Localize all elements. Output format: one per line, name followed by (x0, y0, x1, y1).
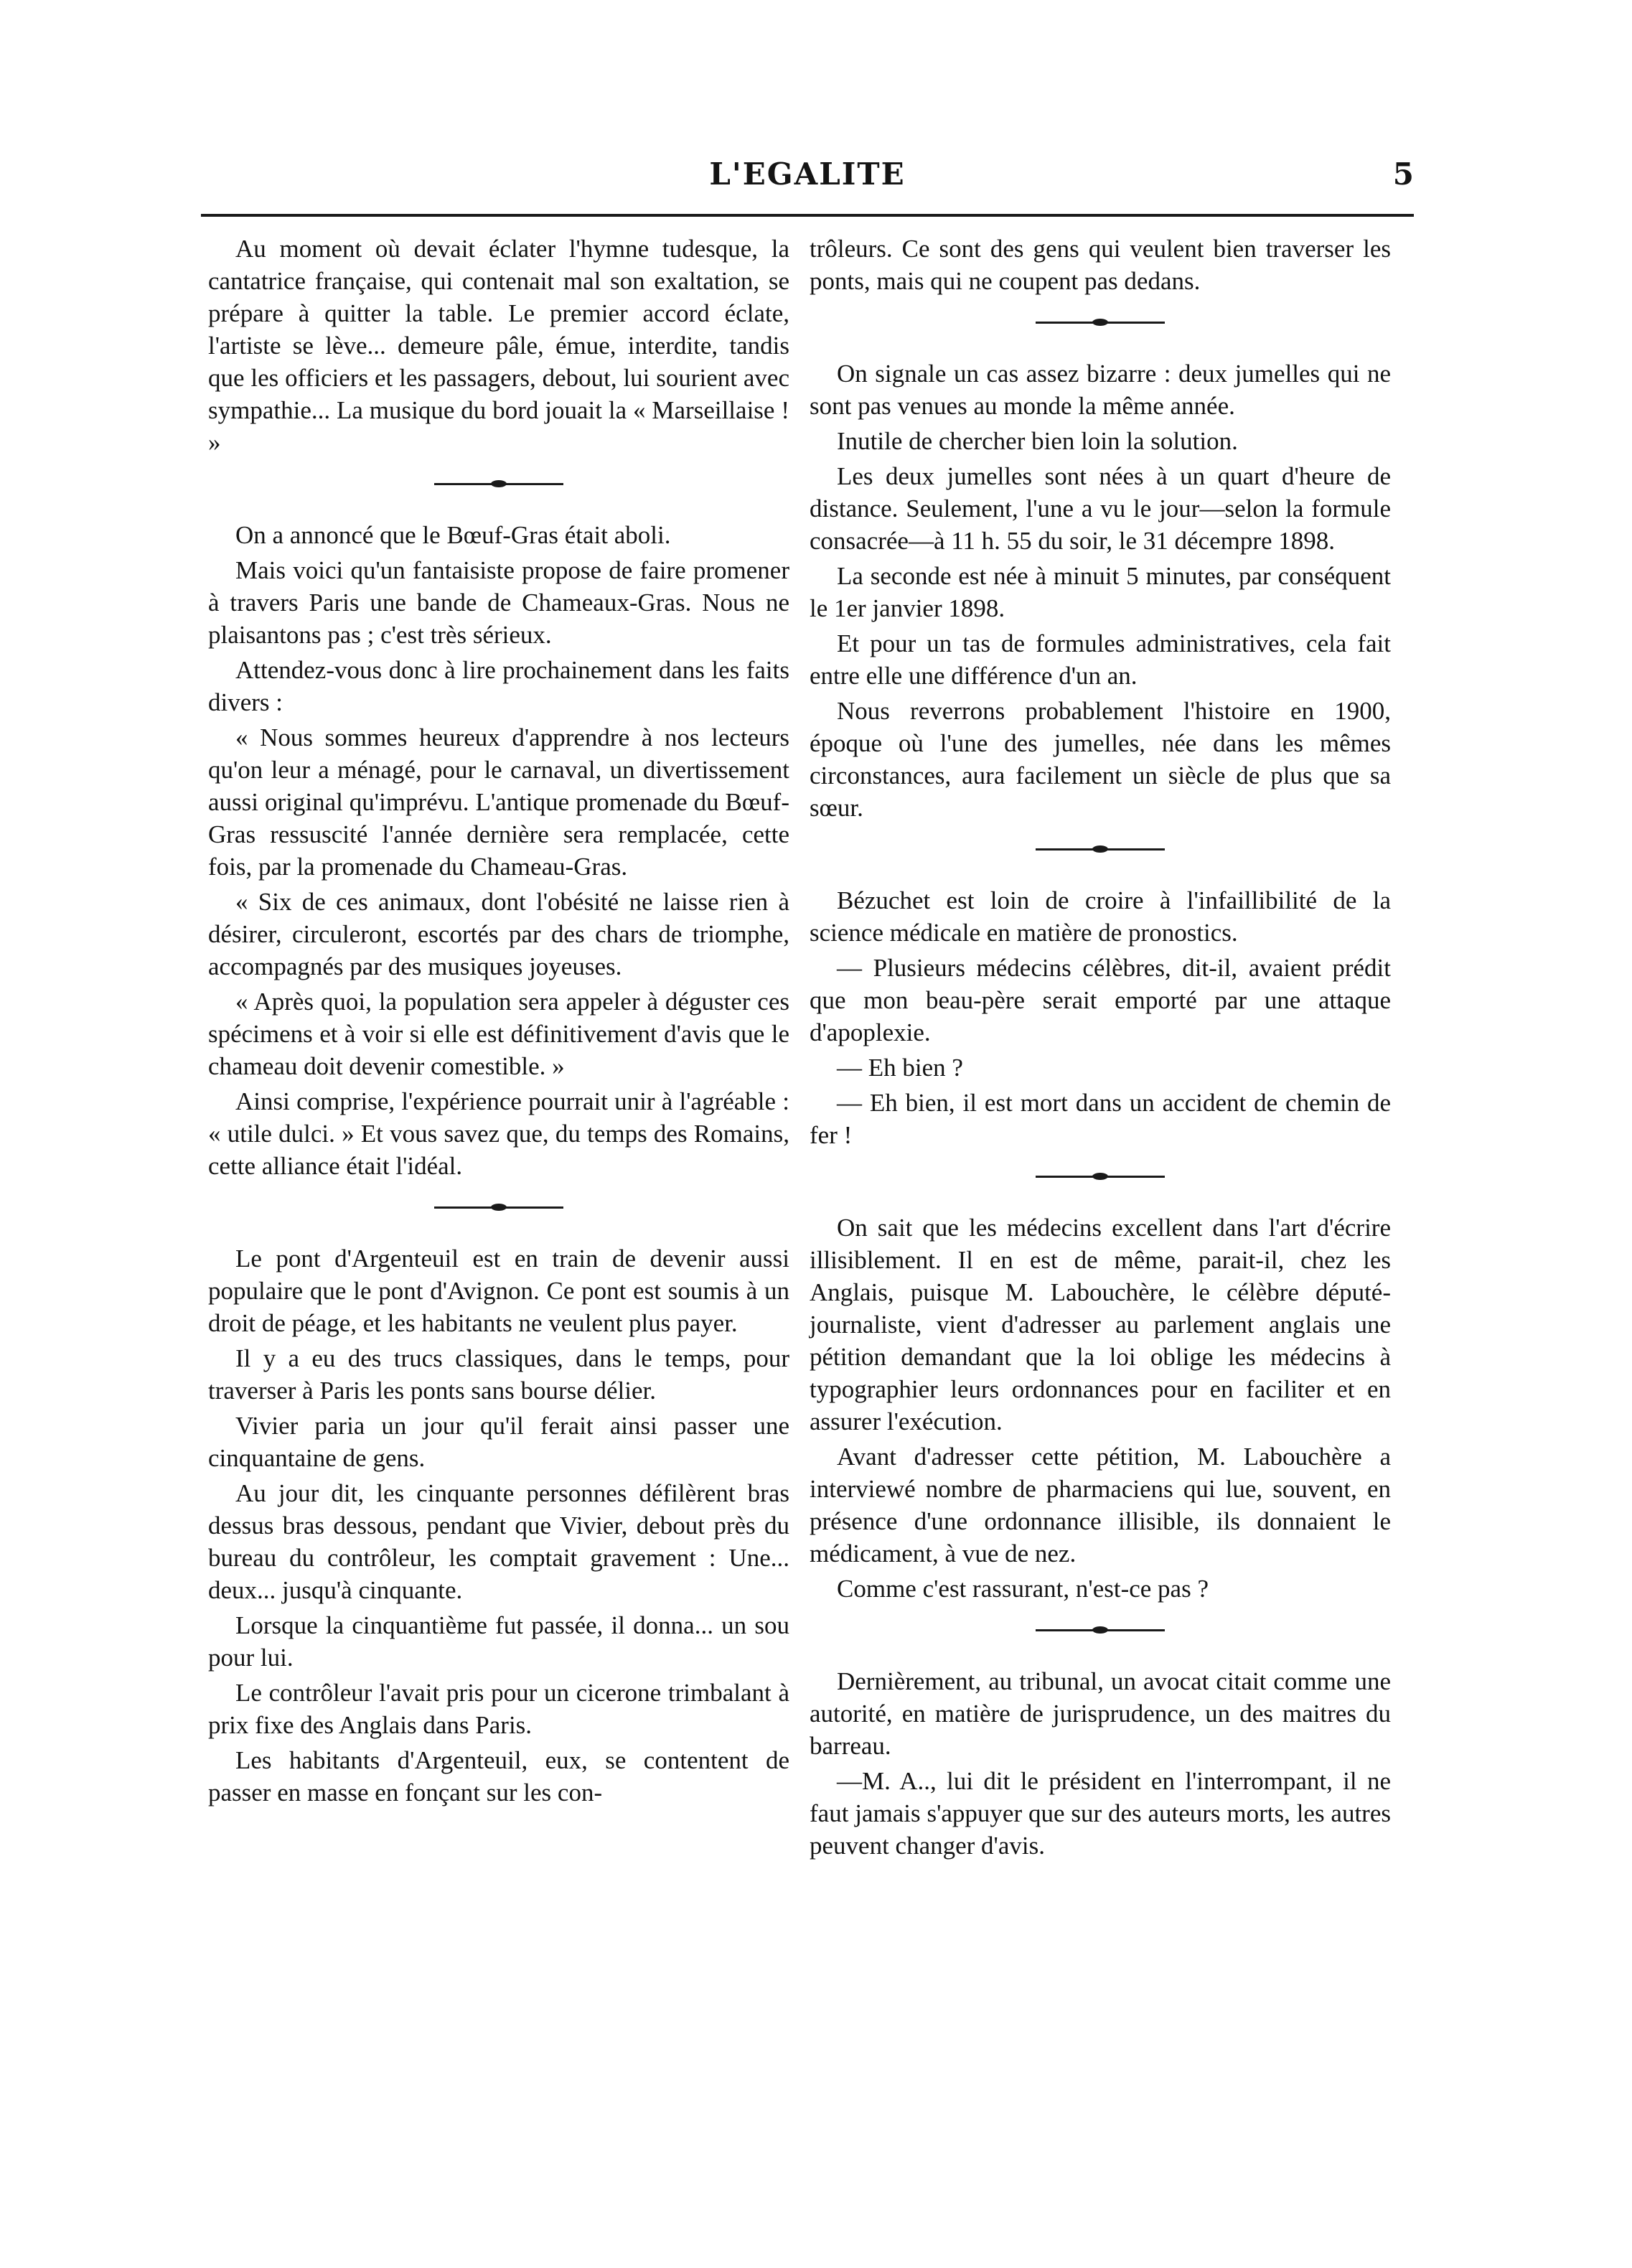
article-medecins-anglais (810, 1212, 1391, 1605)
article-boeuf-gras (208, 519, 789, 1182)
paragraph: Ainsi comprise, l'expérience pourrait unir à l'agréable : « utile dulci. » Et vous savez que, du temps des Romains, cette alliance était l'idéal. (208, 1087, 789, 1180)
paragraph: On sait que les médecins excellent dans l'art d'écrire illisiblement. Il en est de même, parait-il, chez les Anglais, puisque M. Labouchère, le célèbre député-journaliste, vient d'adresser au parlement anglais une pétition demandant que la loi oblige les médecins à typographier leurs ordonnances pour en faciliter et en assurer l'exécution. (810, 1214, 1391, 1435)
article-separator (810, 1161, 1391, 1193)
paragraph: On signale un cas assez bizarre : deux jumelles qui ne sont pas venues au monde la même année. (810, 360, 1391, 420)
article-marseillaise (208, 233, 789, 459)
article-separator (208, 1192, 789, 1224)
article-continuation (810, 233, 1391, 297)
paragraph: Lorsque la cinquantième fut passée, il donna... un sou pour lui. (208, 1611, 789, 1672)
article-separator (810, 834, 1391, 866)
article-pont-argenteuil (208, 1242, 789, 1809)
newspaper-title: L'EGALITE (709, 156, 906, 192)
paragraph: « Six de ces animaux, dont l'obésité ne laisse rien à désirer, circuleront, escortés par des chars de triomphe, accompagnés par des musiques joyeuses. (208, 888, 789, 980)
paragraph: Les habitants d'Argenteuil, eux, se contentent de passer en masse en fonçant sur les con- (208, 1746, 789, 1807)
paragraph: — Eh bien ? (837, 1054, 963, 1082)
paragraph: Au jour dit, les cinquante personnes défilèrent bras dessus bras dessous, pendant que Vivier, debout près du bureau du contrôleur, les comptait gravement : Une... deux... jusqu'à cinquante. (208, 1479, 789, 1604)
paragraph: Le pont d'Argenteuil est en train de devenir aussi populaire que le pont d'Avignon. Ce pont est soumis à un droit de péage, et les habitants ne veulent plus payer. (208, 1245, 789, 1337)
article-bezuchet (810, 884, 1391, 1151)
paragraph: trôleurs. Ce sont des gens qui veulent bien traverser les ponts, mais qui ne coupent pas dedans. (810, 235, 1391, 295)
paragraph: Attendez-vous donc à lire prochainement dans les faits divers : (208, 656, 789, 716)
page-number: 5 (1392, 156, 1414, 192)
right-column (810, 233, 1391, 1865)
article-separator (208, 469, 789, 500)
header-rule (201, 214, 1414, 217)
paragraph: Bézuchet est loin de croire à l'infaillibilité de la science médicale en matière de pronostics. (810, 886, 1391, 947)
article-separator (810, 307, 1391, 339)
paragraph: Au moment où devait éclater l'hymne tudesque, la cantatrice française, qui contenait mal son exaltation, se prépare à quitter la table. Le premier accord éclate, l'artiste se lève... demeure pâle, émue, interdite, tandis que les officiers et les passagers, debout, lui sourient avec sympathie... La musique du bord jouait la « Marseillaise ! » (208, 235, 789, 456)
paragraph: Inutile de chercher bien loin la solution. (837, 427, 1238, 455)
paragraph: La seconde est née à minuit 5 minutes, par conséquent le 1er janvier 1898. (810, 562, 1391, 622)
paragraph: Comme c'est rassurant, n'est-ce pas ? (837, 1575, 1209, 1603)
paragraph: Les deux jumelles sont nées à un quart d'heure de distance. Seulement, l'une a vu le jour—selon la formule consacrée—à 11 h. 55 du soir, le 31 décempre 1898. (810, 462, 1391, 555)
paragraph: —M. A.., lui dit le président en l'interrompant, il ne faut jamais s'appuyer que sur des auteurs morts, les autres peuvent changer d'avis. (810, 1767, 1391, 1860)
left-column (208, 233, 789, 1812)
paragraph: Vivier paria un jour qu'il ferait ainsi passer une cinquantaine de gens. (208, 1412, 789, 1472)
paragraph: On a annoncé que le Bœuf-Gras était aboli. (235, 521, 671, 549)
article-jumelles (810, 357, 1391, 824)
page-header (201, 156, 1414, 200)
paragraph: Il y a eu des trucs classiques, dans le temps, pour traverser à Paris les ponts sans bourse délier. (208, 1344, 789, 1405)
paragraph: Et pour un tas de formules administratives, cela fait entre elle une différence d'un an. (810, 629, 1391, 690)
paragraph: « Nous sommes heureux d'apprendre à nos lecteurs qu'on leur a ménagé, pour le carnaval, un divertissement aussi original qu'imprévu. L'antique promenade du Bœuf-Gras ressuscité l'année dernière sera remplacée, cette fois, par la promenade du Chameau-Gras. (208, 723, 789, 881)
paragraph: — Eh bien, il est mort dans un accident de chemin de fer ! (810, 1089, 1391, 1149)
paragraph: Nous reverrons probablement l'histoire en 1900, époque où l'une des jumelles, née dans les mêmes circonstances, aura facilement un siècle de plus que sa sœur. (810, 697, 1391, 822)
paragraph: — Plusieurs médecins célèbres, dit-il, avaient prédit que mon beau-père serait emporté par une attaque d'apoplexie. (810, 954, 1391, 1046)
article-separator (810, 1615, 1391, 1646)
paragraph: Mais voici qu'un fantaisiste propose de faire promener à travers Paris une bande de Chameaux-Gras. Nous ne plaisantons pas ; c'est très sérieux. (208, 556, 789, 649)
paragraph: « Après quoi, la population sera appeler à déguster ces spécimens et à voir si elle est définitivement d'avis que le chameau doit devenir comestible. » (208, 988, 789, 1080)
paragraph: Le contrôleur l'avait pris pour un cicerone trimbalant à prix fixe des Anglais dans Paris. (208, 1679, 789, 1739)
article-tribunal (810, 1665, 1391, 1862)
paragraph: Dernièrement, au tribunal, un avocat citait comme une autorité, en matière de jurisprudence, un des maitres du barreau. (810, 1667, 1391, 1760)
paragraph: Avant d'adresser cette pétition, M. Labouchère a interviewé nombre de pharmaciens qui lue, souvent, en présence d'une ordonnance illisible, ils donnaient le médicament, à vue de nez. (810, 1443, 1391, 1568)
